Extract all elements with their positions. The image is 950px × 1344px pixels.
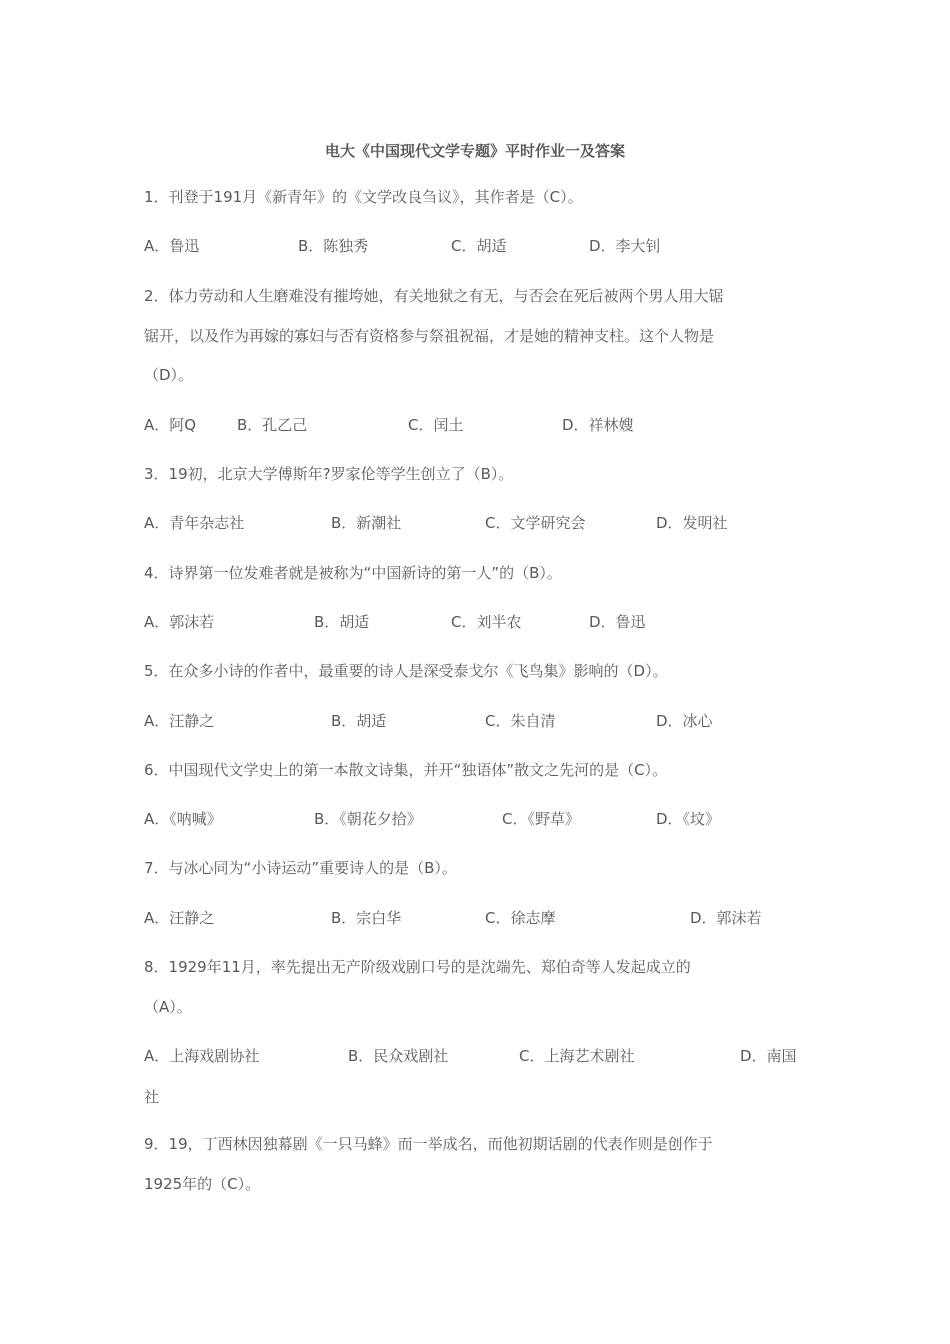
question-7-option-a: A．汪静之 — [144, 909, 215, 927]
question-7-option-c: C．徐志摩 — [485, 909, 556, 927]
question-7-text: 7．与冰心同为“小诗运动”重要诗人的是（B）。 — [144, 859, 457, 877]
question-7-option-b: B．宗白华 — [331, 909, 402, 927]
question-2-text-line-2: 锯开，以及作为再嫁的寡妇与否有资格参与祭祖祝福，才是她的精神支柱。这个人物是 — [144, 327, 715, 345]
question-6-option-b: B．《朝花夕拾》 — [314, 810, 422, 828]
question-1-option-a: A．鲁迅 — [144, 237, 200, 255]
question-5-text: 5．在众多小诗的作者中，最重要的诗人是深受泰戈尔《飞鸟集》影响的（D）。 — [144, 662, 668, 680]
question-7-option-d: D．郭沫若 — [690, 909, 762, 927]
question-8-option-c: C．上海艺术剧社 — [519, 1047, 635, 1065]
question-9-text-line-1: 9．19，丁西林因独幕剧《一只马蜂》而一举成名，而他初期话剧的代表作则是创作于 — [144, 1135, 713, 1153]
question-1-option-c: C．胡适 — [451, 237, 507, 255]
question-3-option-a: A．青年杂志社 — [144, 514, 245, 532]
question-4-option-a: A．郭沫若 — [144, 613, 215, 631]
question-2-option-c: C．闰土 — [408, 416, 464, 434]
question-1-text: 1．刊登于191月《新青年》的《文学改良刍议》，其作者是（C）。 — [144, 188, 583, 206]
question-8-option-a: A．上海戏剧协社 — [144, 1047, 260, 1065]
question-4-option-c: C．刘半农 — [451, 613, 522, 631]
question-2-text-line-1: 2．体力劳动和人生磨难没有摧垮她，有关地狱之有无，与否会在死后被两个男人用大锯 — [144, 287, 724, 305]
question-3-option-d: D．发明社 — [656, 514, 728, 532]
question-6-text: 6．中国现代文学史上的第一本散文诗集，并开“独语体”散文之先河的是（C）。 — [144, 761, 668, 779]
question-1-option-b: B．陈独秀 — [298, 237, 369, 255]
question-3-option-b: B．新潮社 — [331, 514, 402, 532]
question-2-text-line-3: （D）。 — [144, 366, 194, 384]
question-6-option-c: C．《野草》 — [502, 810, 580, 828]
question-5-option-a: A．汪静之 — [144, 712, 215, 730]
question-8-text-line-1: 8．1929年11月，率先提出无产阶级戏剧口号的是沈端先、郑伯奇等人发起成立的 — [144, 958, 691, 976]
question-4-option-d: D．鲁迅 — [589, 613, 646, 631]
question-5-option-b: B．胡适 — [331, 712, 387, 730]
question-2-option-a: A．阿Q — [144, 416, 197, 434]
question-5-option-c: C．朱自清 — [485, 712, 556, 730]
question-8-option-b: B．民众戏剧社 — [348, 1047, 449, 1065]
question-5-option-d: D．冰心 — [656, 712, 713, 730]
question-6-option-d: D．《坟》 — [656, 810, 721, 828]
question-3-option-c: C．文学研究会 — [485, 514, 586, 532]
question-6-option-a: A．《呐喊》 — [144, 810, 222, 828]
question-8-text-line-2: （A）。 — [144, 998, 192, 1016]
question-8-option-d: D．南国 — [740, 1047, 797, 1065]
page-title: 电大《中国现代文学专题》平时作业一及答案 — [324, 142, 625, 160]
question-4-text: 4．诗界第一位发难者就是被称为“中国新诗的第一人”的（B）。 — [144, 564, 562, 582]
question-9-text-line-2: 1925年的（C）。 — [144, 1175, 261, 1193]
question-2-option-b: B．孔乙己 — [237, 416, 308, 434]
question-4-option-b: B．胡适 — [314, 613, 370, 631]
question-8-option-d-wrap: 社 — [144, 1088, 160, 1106]
question-2-option-d: D．祥林嫂 — [562, 416, 634, 434]
question-3-text: 3．19初，北京大学傅斯年?罗家伦等学生创立了（B）。 — [144, 465, 514, 483]
question-1-option-d: D．李大钊 — [589, 237, 661, 255]
